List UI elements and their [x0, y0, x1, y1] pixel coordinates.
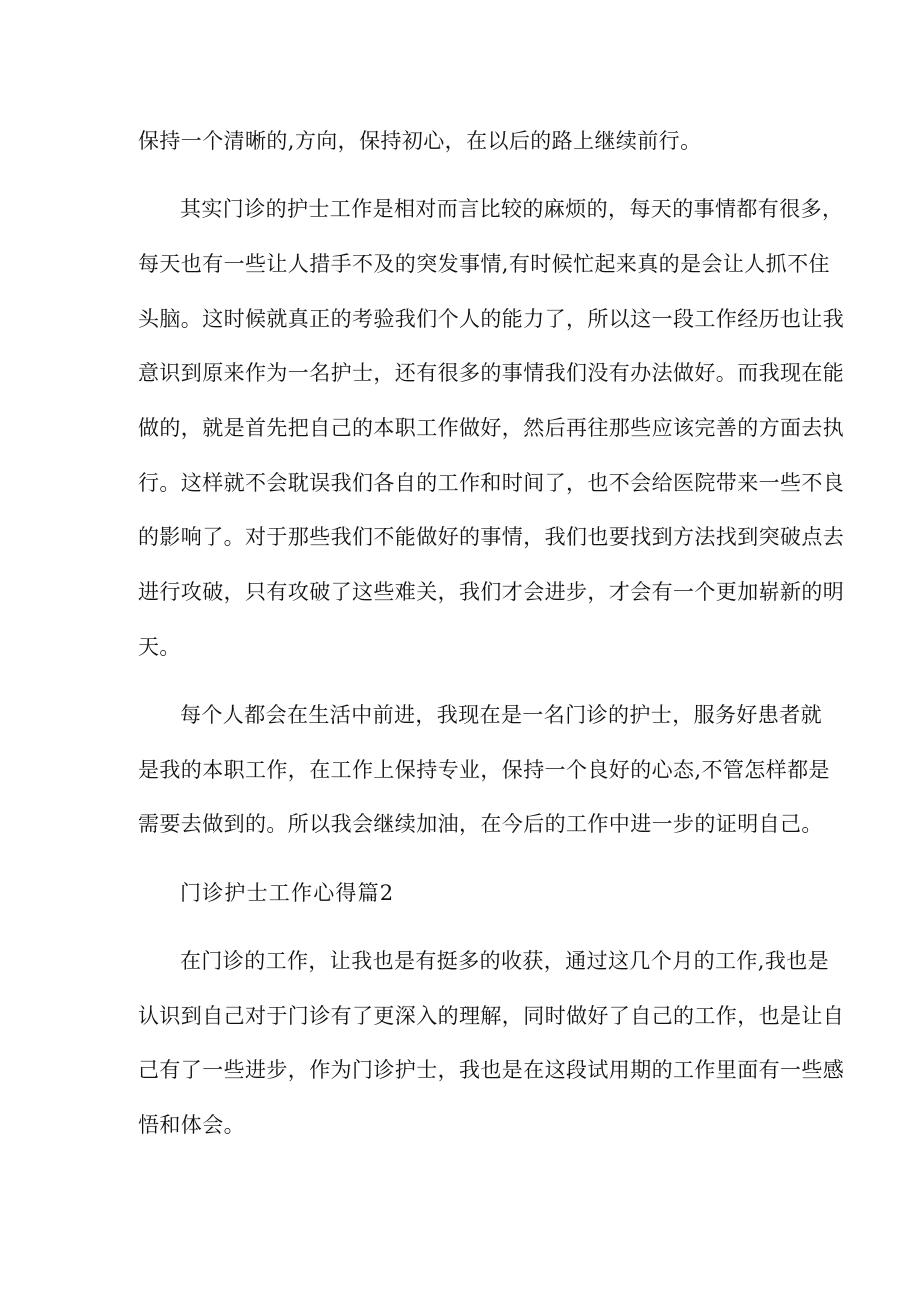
paragraph-line: 行。这样就不会耽误我们各自的工作和时间了，也不会给医院带来一些不良: [138, 471, 845, 495]
paragraph-line: 天。: [138, 635, 181, 659]
paragraph-line: 保持一个清晰的,方向，保持初心，在以后的路上继续前行。: [138, 129, 702, 153]
paragraph-line: 己有了一些进步，作为门诊护士，我也是在这段试用期的工作里面有一些感: [138, 1058, 845, 1082]
paragraph-line: 是我的本职工作，在工作上保持专业，保持一个良好的心态,不管怎样都是: [138, 758, 830, 782]
paragraph-line: 认识到自己对于门诊有了更深入的理解，同时做好了自己的工作，也是让自: [138, 1004, 845, 1028]
paragraph-line: 其实门诊的护士工作是相对而言比较的麻烦的，每天的事情都有很多，: [180, 197, 844, 221]
paragraph-line: 需要去做到的。所以我会继续加油，在今后的工作中进一步的证明自己。: [138, 812, 823, 836]
paragraph-line: 进行攻破，只有攻破了这些难关，我们才会进步，才会有一个更加崭新的明: [138, 580, 845, 604]
paragraph-line: 每个人都会在生活中前进，我现在是一名门诊的护士，服务好患者就: [180, 703, 822, 727]
paragraph-line: 做的，就是首先把自己的本职工作做好，然后再往那些应该完善的方面去执: [138, 416, 845, 440]
paragraph-line: 悟和体会。: [138, 1113, 245, 1137]
paragraph-line: 每天也有一些让人措手不及的突发事情,有时候忙起来真的是会让人抓不住: [138, 252, 830, 276]
paragraph-line: 在门诊的工作，让我也是有挺多的收获，通过这几个月的工作,我也是: [180, 949, 830, 973]
paragraph-line: 的影响了。对于那些我们不能做好的事情，我们也要找到方法找到突破点去: [138, 525, 845, 549]
paragraph-line: 意识到原来作为一名护士，还有很多的事情我们没有办法做好。而我现在能: [138, 361, 845, 385]
section-heading: 门诊护士工作心得篇2: [180, 881, 395, 905]
paragraph-line: 头脑。这时候就真正的考验我们个人的能力了，所以这一段工作经历也让我: [138, 307, 845, 331]
